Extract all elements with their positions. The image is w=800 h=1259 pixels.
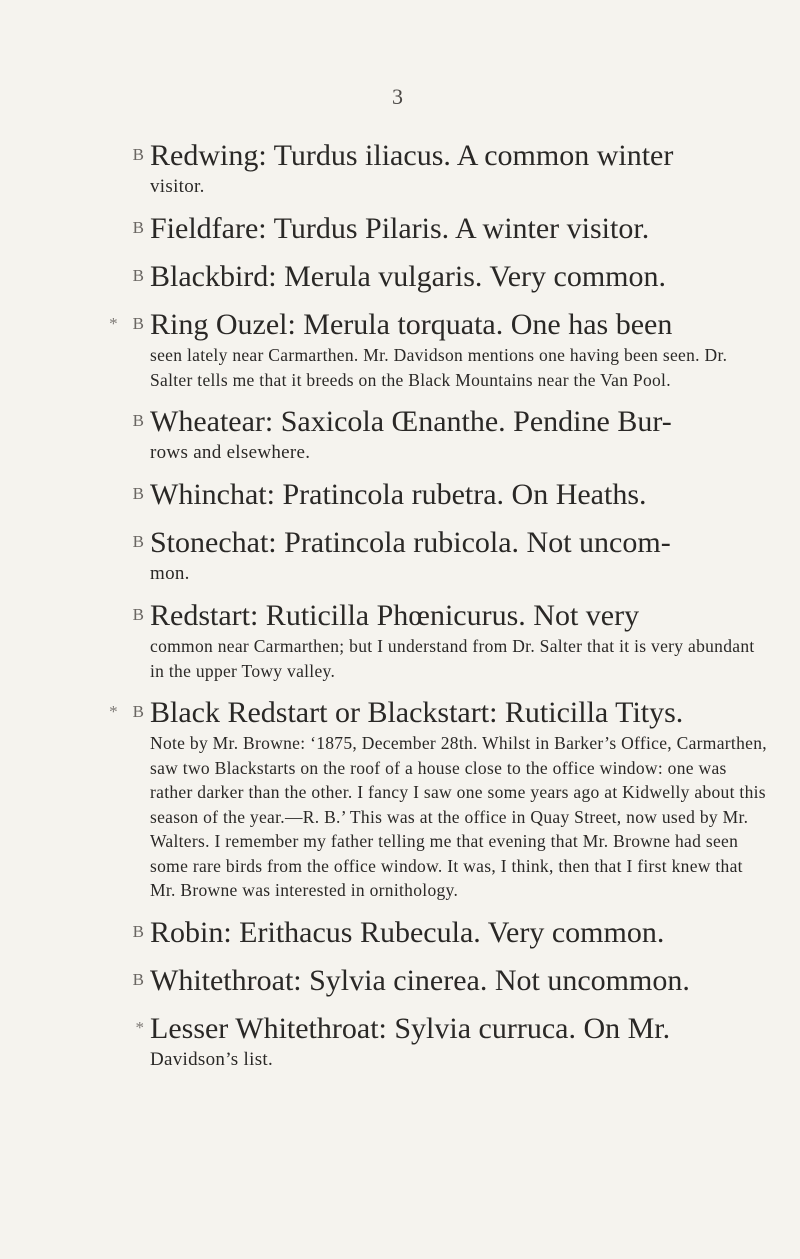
entry-body: visitor. [150, 176, 205, 197]
entry-body: seen lately near Carmarthen. Mr. Davidson mentions one having been seen. Dr. Salter tells me that it breeds on the Black Mountains near the Van Pool. [150, 345, 728, 390]
entry-headline: Black Redstart or Blackstart: Ruticilla Titys. [150, 696, 684, 729]
species-list [0, 138, 800, 1072]
entry-mark: B [132, 532, 145, 551]
entry-whinchat [132, 477, 770, 513]
entry-blackbird [132, 259, 770, 295]
entry-mark: B [132, 605, 145, 624]
asterisk-icon: * [135, 1017, 145, 1037]
entry-mark: B [132, 218, 145, 237]
entry-headline: Lesser Whitethroat: Sylvia curruca. On Mr. [150, 1011, 671, 1045]
entry-mark: B [132, 411, 145, 430]
page-number: 3 [392, 84, 403, 109]
entry-headline: Redstart: Ruticilla Phœnicurus. Not very [150, 599, 640, 632]
entry-lesser-whitethroat [135, 1011, 770, 1072]
entry-mark: * B [109, 314, 145, 333]
entry-mark: B [132, 969, 145, 989]
entry-headline: Fieldfare: Turdus Pilaris. A winter visitor. [150, 212, 650, 245]
entry-headline: Wheatear: Saxicola Œnanthe. Pendine Bur- [150, 405, 672, 438]
entry-body: rows and elsewhere. [150, 442, 311, 463]
entry-redwing [132, 138, 770, 199]
entry-body: Note by Mr. Browne: ‘1875, December 28th. Whilst in Barker’s Office, Carmarthen, saw two Blackstarts on the roof of a house close to the office window: one was rather darker than the other. I fancy I saw one some years ago at Kidwelly about this season of the year.—R. B.’ This was at the office in Quay Street, now used by Mr. Walters. I remember my father telling me that evening that Mr. Browne had seen some rare birds from the office window. It was, I think, then that I first knew that Mr. Browne was interested in ornithology. [150, 733, 767, 900]
entry-robin [132, 915, 770, 951]
entry-body: Davidson’s list. [150, 1048, 274, 1070]
entry-mark: B [132, 921, 145, 941]
entry-black-redstart [109, 695, 770, 903]
entry-headline: Whinchat: Pratincola rubetra. On Heaths. [150, 478, 647, 511]
entry-mark: B [132, 266, 145, 285]
entry-body: common near Carmarthen; but I understand from Dr. Salter that it is very abundant in the upper Towy valley. [150, 636, 755, 681]
asterisk-icon: * [109, 702, 119, 721]
entry-headline: Ring Ouzel: Merula torquata. One has been [150, 308, 673, 341]
entry-fieldfare [132, 211, 770, 247]
entry-headline: Robin: Erithacus Rubecula. Very common. [150, 915, 665, 949]
entry-mark: * B [109, 702, 145, 721]
entry-body: mon. [150, 563, 190, 584]
entry-headline: Blackbird: Merula vulgaris. Very common. [150, 260, 667, 293]
entry-whitethroat [132, 963, 770, 999]
entry-headline: Redwing: Turdus iliacus. A common winter [150, 139, 674, 172]
entry-mark: B [132, 484, 145, 503]
entry-headline: Stonechat: Pratincola rubicola. Not uncom- [150, 526, 671, 559]
entry-mark: B [132, 145, 145, 164]
entry-stonechat [132, 525, 770, 586]
entry-mark [90, 1018, 145, 1038]
entry-wheatear [132, 404, 770, 465]
entry-redstart [132, 598, 770, 683]
entry-headline: Whitethroat: Sylvia cinerea. Not uncommon. [150, 963, 690, 997]
asterisk-icon: * [109, 314, 119, 333]
entry-ring-ouzel [109, 307, 770, 392]
